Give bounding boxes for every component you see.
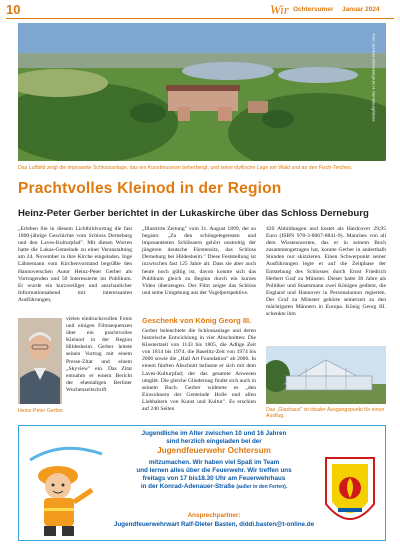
ad-body [100, 459, 328, 491]
hero-caption: Das Luftbild zeigt die imposante Schlossanlage, das ein Kunstmuseum beherbergt, und seine idyllische Lage am Wald und an den Fisch-Teichen. [18, 165, 353, 171]
article-column-2-continued: Gerber beleuchtete die Schlossanlage und deren historische Entwicklung in vier Abschnitten: Die Klostertzeit von 1143 bis 1805, die Adlige Zeit von 1814 bis 1974, die Baselitz-Zeit von 1974 bis 2006 sowie die „Hall Art Foundation" ab 2006. In einem fünften Abschnitt befasste er sich mit dem Laves-Kulturpfad; der das gesamte Anwesen umgibt. Die gleiche Gliederung findet sich auch in seinem Buch. Gerber widmete es „den Einwohnern der Gemeinde Holle und allen Liebhabern von Kunst und Kultur". Es erschien auf 240 Seiten [142, 328, 256, 413]
portrait-photo [18, 318, 62, 404]
magazine-logo: Wir [270, 2, 289, 17]
article-column-1: „Erleben Sie in diesem Lichtbildvortrag die fast 1000-jährige Geschichte vom Schloss Derneburg und den Laves-Kulturpfad". Mit diesen Worten hatte die Lukas-Gemeinde zu einer Veranstaltung am 24. November in ihre Kirche eingeladen. Inge Lähnemann vom Kirchenvorstand begrüßte den Hannoverschen Autor Heinz-Peter Gerber als Vortragenden und 50 Interessierte im Publikum. Er wurde ein kurzweiliger und anschaulicher Informationsabend mit interessanten Ausführungen, [18, 226, 132, 303]
magazine-brand: Ochtersumer [293, 6, 334, 13]
ad-body-line-4 [100, 483, 328, 491]
ad-address: in der Konrad-Adenauer-Straße [140, 483, 235, 490]
ad-contact-label: Ansprechpartner: [187, 512, 241, 519]
article-column-1-continued: vielen eindrucksvollen Fotos und einigen Filmsequenzen über ein prachtvolles Kleinod in der Region Hildesheim. Gerber leitete seinen Vortrag mit einem Presse-Zitat und einem „Skyview" ein. Das Zitat entnahm er einem Bericht der ehemaligen Berliner Wochenzeitschrift [66, 316, 132, 393]
aerial-photo [18, 23, 386, 161]
ad-intro [100, 430, 328, 446]
ad-contact: Jugendfeuerwehrwart Ralf-Dieter Basten, diddi.basten@t-online.de [113, 521, 315, 528]
section-subheading: Geschenk von König Georg III. [142, 316, 252, 325]
article-column-2: „Illustrirte Zeitung" vom 31. August 1899, der so begann: „Zu den schöngelegensten und imposantesten Schlössern gehört unstreitig der jüngeren deutsche Fürstensitz, das Schloss Derneburg bei Hildesheim." Diese Feststellung ist inzwischen fast 125 Jahre alt. Dass sie aber auch heute noch gültig ist, davon konnte sich das Publikum gleich zu Beginn durch ein kurzes Video überzeugen. Der Film zeigte das Schloss und seine Umgebung aus der Vogelperspektive. [142, 226, 256, 296]
article-title: Prachtvolles Kleinod in der Region [18, 180, 282, 197]
photo-credit: Foto: Schloss Derneburg/Urs H. Derneburg/Glass [371, 33, 377, 122]
ad-body-line-3: freitags von 17 bis18.30 Uhr am Feuerwehrhaus [142, 475, 286, 482]
firefighter-mascot-illustration [22, 440, 112, 538]
ad-group-name: Jugendfeuerwehr Ochtersum [157, 446, 271, 455]
portrait-caption: Heinz-Peter Gerber. [18, 408, 65, 414]
ad-intro-line-1: Jugendliche im Alter zwischen 10 und 16 Jahren [141, 430, 287, 437]
greenhouse-photo [266, 346, 386, 404]
article-subtitle: Heinz-Peter Gerber berichtet in der Lukaskirche über das Schloss Derneburg [18, 208, 369, 219]
issue-date: Januar 2024 [342, 6, 380, 13]
ad-intro-line-2: sind herzlich eingeladen bei der [166, 438, 262, 445]
fire-brigade-emblem [322, 452, 378, 536]
ad-body-line-2: und lernen alles über die Feuerwehr. Wir treffen uns [136, 467, 292, 474]
page-number: 10 [6, 2, 21, 17]
page-header [0, 0, 400, 20]
ad-address-note: (außer in den Ferien). [236, 484, 288, 490]
header-rule [6, 18, 394, 19]
greenhouse-caption: Das „Glashaus" ist idealer Ausgangspunkt für einen Ausflug. [266, 407, 385, 419]
ad-body-line-1: mitzumachen. Wir haben viel Spaß im Team [148, 459, 280, 466]
article-column-3: 420 Abbildungen und kostet als Hardcover 29,95 Euro (ISBN 978-3-8067-8841-9). Manches von all dem Wissenswerten, das er in seinem Buch zusammengetragen hat, konnte Gerber in anderthalb Stunden nur skizzieren. Einen Schwerpunkt seiner Ausführungen legte er auf die Zeitphase der Entstehung des Schlosses durch Ernst Friedrich Herbert Graf zu Münster. Dieser hatte 30 Jahre als Politiker und Staatsmann zwei Königen gedient, die England und Hannover in Personalunion regierten. Der Graf zu Münster gehörte seinerzeit zu den mächtigsten Männern in Europa. König Georg III. schenkte ihm [266, 226, 386, 318]
